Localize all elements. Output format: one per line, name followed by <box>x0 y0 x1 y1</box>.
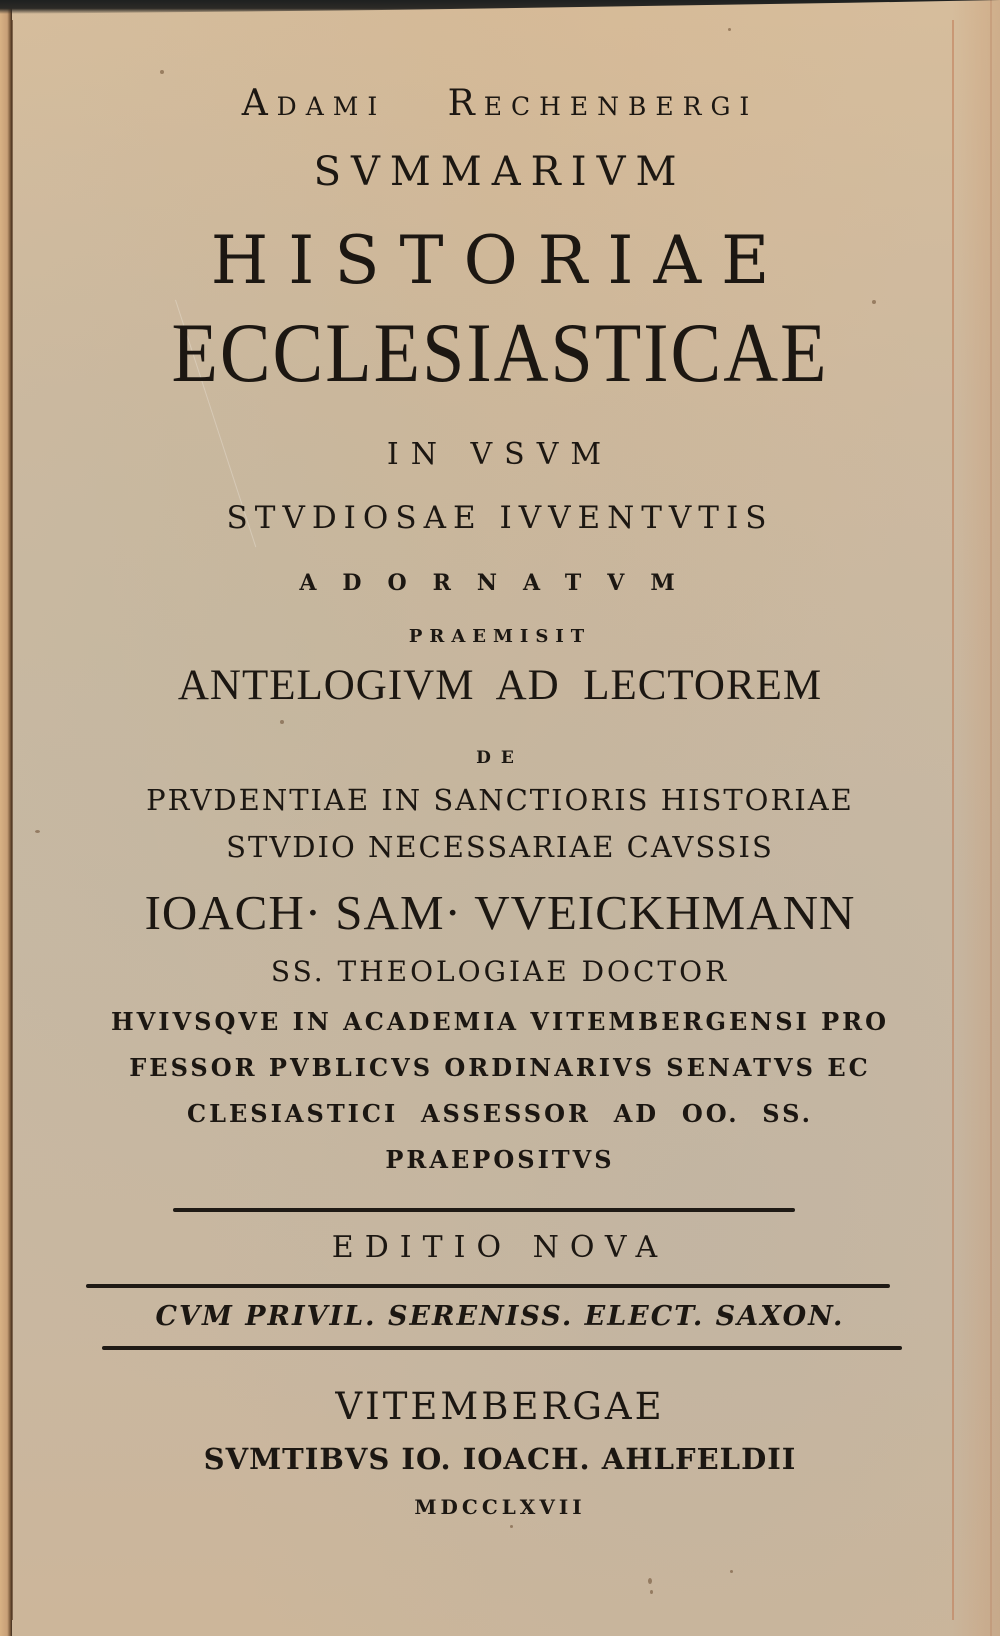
author-line <box>0 83 1000 124</box>
foxing-speck <box>728 28 731 31</box>
imprint-publisher: SVMTIBVS IO. IOACH. AHLFELDII <box>203 1442 797 1476</box>
foxing-speck <box>648 1578 652 1584</box>
editor-credentials-2: FESSOR PVBLICVS ORDINARIVS SENATVS EC <box>129 1053 871 1082</box>
subtitle-praemisit: PRAEMISIT <box>408 626 592 647</box>
imprint-year: MDCCLXVII <box>414 1495 586 1519</box>
foxing-speck <box>280 720 284 724</box>
foxing-speck <box>510 1525 513 1528</box>
subtitle-prudentiae: PRVDENTIAE IN SANCTIORIS HISTORIAE <box>146 783 854 817</box>
privilege-statement: CVM PRIVIL. SERENISS. ELECT. SAXON. <box>155 1301 845 1332</box>
author-last-name: Rechenbergi <box>447 83 759 124</box>
title-historiae: HISTORIAE <box>210 222 790 299</box>
imprint-place: VITEMBERGAE <box>335 1385 665 1428</box>
subtitle-studiosae: STVDIOSAE IVVENTVTIS <box>226 500 774 536</box>
horizontal-rule <box>173 1208 795 1212</box>
editor-name: IOACH· SAM· VVEICKHMANN <box>144 885 856 940</box>
subtitle-adornatum: ADORNATVM <box>299 570 701 596</box>
title-ecclesiasticae: ECCLESIASTICAE <box>171 305 829 401</box>
subtitle-de: DE <box>476 748 524 768</box>
horizontal-rule <box>102 1346 902 1350</box>
editor-credentials-3: CLESIASTICI ASSESSOR AD OO. SS. <box>187 1099 813 1128</box>
foxing-speck <box>650 1590 653 1594</box>
subtitle-studio: STVDIO NECESSARIAE CAVSSIS <box>226 830 774 864</box>
editor-title-doctor: SS. THEOLOGIAE DOCTOR <box>270 955 730 988</box>
author-first-name: Adami <box>241 83 387 124</box>
foxing-speck <box>160 70 164 74</box>
editor-credentials-4: PRAEPOSITVS <box>385 1145 615 1174</box>
title-summarium: SVMMARIVM <box>313 149 687 195</box>
horizontal-rule <box>86 1284 890 1288</box>
subtitle-in-usum: IN VSVM <box>386 437 614 472</box>
foxing-speck <box>730 1570 733 1573</box>
book-binding-top <box>0 0 1000 14</box>
foxing-speck <box>872 300 876 304</box>
editor-credentials-1: HVIVSQVE IN ACADEMIA VITEMBERGENSI PRO <box>110 1007 890 1036</box>
edition-statement: EDITIO NOVA <box>331 1230 669 1265</box>
subtitle-antelogium: ANTELOGIVM AD LECTOREM <box>177 662 823 709</box>
